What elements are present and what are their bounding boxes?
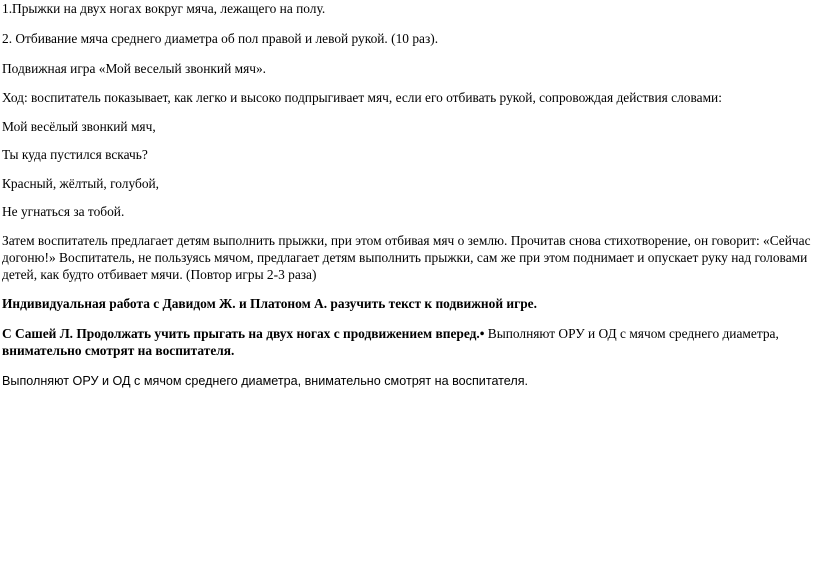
paragraph-continuation-line-3: детей, как будто отбивает мячи. (Повтор игры 2-3 раза)	[2, 267, 317, 282]
paragraph-exercise-summary: Выполняют ОРУ и ОД с мячом среднего диаметра, внимательно смотрят на воспитателя.	[2, 374, 529, 388]
paragraph-exercise-2: 2. Отбивание мяча среднего диаметра об пол правой и левой рукой. (10 раз).	[2, 31, 439, 46]
bullet-icon: •	[479, 326, 485, 341]
poem-line-3: Красный, жёлтый, голубой,	[2, 176, 160, 191]
paragraph-individual-work: Индивидуальная работа с Давидом Ж. и Платоном А. разучить текст к подвижной игре.	[2, 296, 537, 311]
poem-line-4: Не угнаться за тобой.	[2, 204, 125, 219]
paragraph-game-procedure: Ход: воспитатель показывает, как легко и высоко подпрыгивает мяч, если его отбивать рукой, сопровождая действия словами:	[2, 90, 722, 105]
poem-line-1: Мой весёлый звонкий мяч,	[2, 119, 156, 134]
paragraph-continuation-line-1: Затем воспитатель предлагает детям выполнить прыжки, при этом отбивая мяч о землю. Прочитав снова стихотворение, он говорит: «Сейчас	[2, 233, 811, 248]
paragraph-game-title: Подвижная игра «Мой веселый звонкий мяч».	[2, 61, 267, 76]
paragraph-exercise-1: 1.Прыжки на двух ногах вокруг мяча, лежащего на полу.	[2, 1, 326, 16]
paragraph-continuation-line-2: догоню!» Воспитатель, не пользуясь мячом, предлагает детям выполнить прыжки, сам же при этом поднимает и опускает руку над головами	[2, 250, 808, 265]
sasha-normal-text: Выполняют ОРУ и ОД с мячом среднего диаметра,	[484, 326, 779, 341]
paragraph-sasha-line-1	[2, 326, 779, 342]
poem-line-2: Ты куда пустился вскачь?	[2, 147, 148, 162]
paragraph-sasha-line-2: внимательно смотрят на воспитателя.	[2, 343, 235, 358]
sasha-bold-text: С Сашей Л. Продолжать учить прыгать на двух ногах с продвижением вперед.	[2, 326, 480, 341]
